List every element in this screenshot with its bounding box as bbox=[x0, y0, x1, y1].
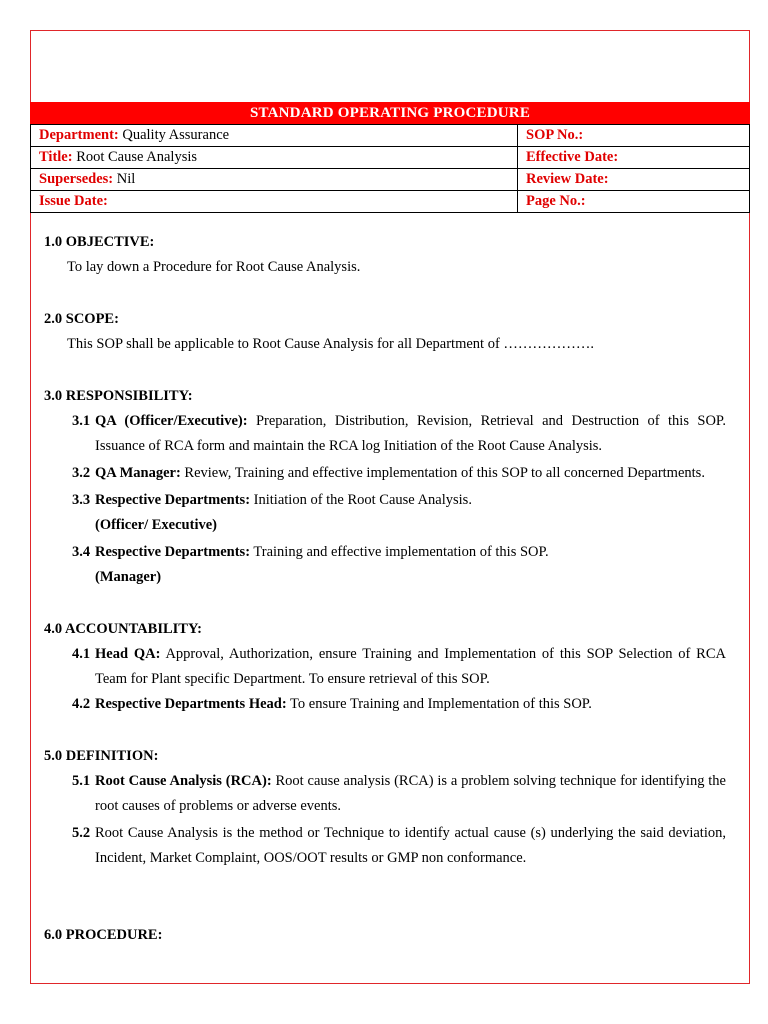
accountability-item bbox=[72, 692, 726, 717]
item-text bbox=[95, 461, 726, 486]
sop-content bbox=[44, 230, 726, 948]
item-body: To ensure Training and Implementation of this SOP. bbox=[286, 696, 592, 712]
item-sub-label: (Officer/ Executive) bbox=[95, 517, 217, 533]
item-bold-label: Respective Departments: bbox=[95, 544, 251, 560]
review-date-cell bbox=[518, 169, 750, 191]
title-value: Root Cause Analysis bbox=[72, 149, 198, 165]
item-text bbox=[95, 488, 726, 538]
responsibility-item bbox=[72, 488, 726, 538]
department-cell bbox=[31, 125, 518, 147]
item-number: 5.2 bbox=[72, 825, 91, 841]
objective-heading: 1.0 OBJECTIVE: bbox=[44, 234, 155, 250]
item-body: Training and effective implementation of this SOP. bbox=[250, 544, 549, 560]
department-label: Department: bbox=[39, 127, 119, 143]
item-body: Review, Training and effective implementation of this SOP to all concerned Departments. bbox=[180, 465, 705, 481]
item-text bbox=[95, 409, 726, 459]
item-body: Approval, Authorization, ensure Training and Implementation of this SOP Selection of RCA Team for Plant specific Department. To ensure retrieval of this SOP. bbox=[95, 646, 726, 687]
item-text bbox=[95, 769, 726, 819]
issue-date-cell bbox=[31, 191, 518, 213]
effective-date-cell bbox=[518, 147, 750, 169]
item-body: Root cause analysis (RCA) is a problem solving technique for identifying the root causes of problems or adverse events. bbox=[95, 773, 726, 814]
item-bold-label: Root Cause Analysis (RCA): bbox=[95, 773, 272, 789]
item-body: Initiation of the Root Cause Analysis. bbox=[250, 492, 472, 508]
responsibility-item bbox=[72, 540, 726, 590]
scope-heading: 2.0 SCOPE: bbox=[44, 311, 119, 327]
supersedes-cell bbox=[31, 169, 518, 191]
item-text bbox=[95, 692, 726, 717]
item-text bbox=[95, 540, 726, 590]
supersedes-value: Nil bbox=[113, 171, 136, 187]
objective-text: To lay down a Procedure for Root Cause Analysis. bbox=[67, 259, 361, 275]
sop-banner: STANDARD OPERATING PROCEDURE bbox=[30, 102, 750, 124]
item-text bbox=[95, 642, 726, 692]
item-sub-label: (Manager) bbox=[95, 569, 162, 585]
meta-row-supersedes bbox=[31, 169, 750, 191]
item-bold-label: QA Manager: bbox=[95, 465, 181, 481]
item-number: 3.3 bbox=[72, 492, 91, 508]
review-date-label: Review Date: bbox=[526, 171, 609, 187]
item-number: 4.2 bbox=[72, 696, 91, 712]
sop-header bbox=[30, 102, 750, 213]
item-bold-label: Respective Departments: bbox=[95, 492, 251, 508]
item-number: 3.1 bbox=[72, 413, 91, 429]
item-number: 5.1 bbox=[72, 773, 91, 789]
title-label: Title: bbox=[39, 149, 73, 165]
sop-no-label: SOP No.: bbox=[526, 127, 584, 143]
definition-item bbox=[72, 821, 726, 871]
meta-row-title bbox=[31, 147, 750, 169]
item-number: 4.1 bbox=[72, 646, 91, 662]
sop-meta-table bbox=[30, 124, 750, 213]
item-number: 3.2 bbox=[72, 465, 91, 481]
item-body: Root Cause Analysis is the method or Technique to identify actual cause (s) underlying the said deviation, Incident, Market Complaint, OOS/OOT results or GMP non conformance. bbox=[95, 825, 726, 866]
item-text bbox=[95, 821, 726, 871]
item-bold-label: Head QA: bbox=[95, 646, 161, 662]
responsibility-item bbox=[72, 461, 726, 486]
sop-no-cell bbox=[518, 125, 750, 147]
item-number: 3.4 bbox=[72, 544, 91, 560]
responsibility-heading: 3.0 RESPONSIBILITY: bbox=[44, 388, 193, 404]
item-body: Preparation, Distribution, Revision, Retrieval and Destruction of this SOP. Issuance of RCA form and maintain the RCA log Initiation of the Root Cause Analysis. bbox=[95, 413, 727, 454]
effective-date-label: Effective Date: bbox=[526, 149, 619, 165]
definition-heading: 5.0 DEFINITION: bbox=[44, 748, 159, 764]
meta-row-issue-date bbox=[31, 191, 750, 213]
issue-date-label: Issue Date: bbox=[39, 193, 108, 209]
item-bold-label: Respective Departments Head: bbox=[95, 696, 287, 712]
supersedes-label: Supersedes: bbox=[39, 171, 114, 187]
scope-text: This SOP shall be applicable to Root Cause Analysis for all Department of ………………. bbox=[67, 336, 595, 352]
procedure-heading: 6.0 PROCEDURE: bbox=[44, 927, 163, 943]
meta-row-department bbox=[31, 125, 750, 147]
accountability-item bbox=[72, 642, 726, 692]
page-no-cell bbox=[518, 191, 750, 213]
item-bold-label: QA (Officer/Executive): bbox=[95, 413, 248, 429]
department-value: Quality Assurance bbox=[118, 127, 230, 143]
definition-item bbox=[72, 769, 726, 819]
title-cell bbox=[31, 147, 518, 169]
page-no-label: Page No.: bbox=[526, 193, 586, 209]
responsibility-item bbox=[72, 409, 726, 459]
accountability-heading: 4.0 ACCOUNTABILITY: bbox=[44, 621, 202, 637]
